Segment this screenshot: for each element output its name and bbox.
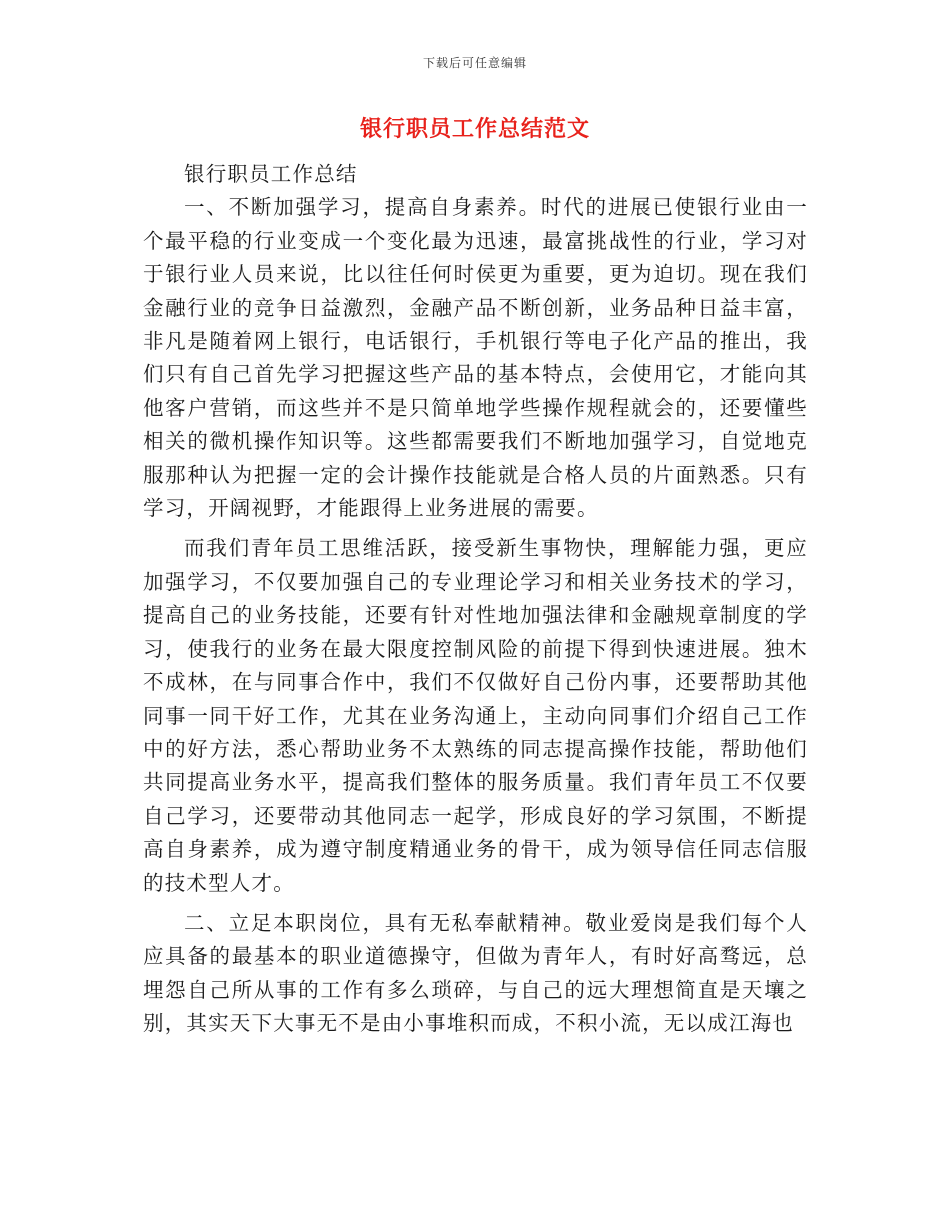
body-paragraph: 二、立足本职岗位，具有无私奉献精神。敬业爱岗是我们每个人应具备的最基本的职业道德操守，但做为青年人，有时好高骛远，总埋怨自己所从事的工作有多么琐碎，与自己的远大理想简直是天壤之别，其实天下大事无不是由小事堆积而成，不积小流，无以成江海也 <box>143 910 808 1036</box>
header-note: 下载后可任意编辑 <box>422 56 527 70</box>
body-paragraph: 一、不断加强学习，提高自身素养。时代的进展已使银行业由一个最平稳的行业变成一个变化最为迅速，最富挑战性的行业，学习对于银行业人员来说，比以往任何时侯更为重要，更为迫切。现在我们金融行业的竞争日益激烈，金融产品不断创新，业务品种日益丰富，非凡是随着网上银行，电话银行，手机银行等电子化产品的推出，我们只有自己首先学习把握这些产品的基本特点，会使用它，才能向其他客户营销，而这些并不是只简单地学些操作规程就会的，还要懂些相关的微机操作知识等。这些都需要我们不断地加强学习，自觉地克服那种认为把握一定的会计操作技能就是合格人员的片面熟悉。只有学习，开阔视野，才能跟得上业务进展的需要。 <box>143 195 808 521</box>
body-paragraph: 而我们青年员工思维活跃，接受新生事物快，理解能力强，更应加强学习，不仅要加强自己的专业理论学习和相关业务技术的学习，提高自己的业务技能，还要有针对性地加强法律和金融规章制度的学习，使我行的业务在最大限度控制风险的前提下得到快速进展。独木不成林，在与同事合作中，我们不仅做好自己份内事，还要帮助其他同事一同干好工作，尤其在业务沟通上，主动向同事们介绍自己工作中的好方法，悉心帮助业务不太熟练的同志提高操作技能，帮助他们共同提高业务水平，提高我们整体的服务质量。我们青年员工不仅要自己学习，还要带动其他同志一起学，形成良好的学习氛围，不断提高自身素养，成为遵守制度精通业务的骨干，成为领导信任同志信服的技术型人才。 <box>143 536 808 895</box>
document-title: 银行职员工作总结范文 <box>359 116 590 142</box>
body-paragraph-subtitle: 银行职员工作总结 <box>184 162 358 186</box>
document-body <box>143 158 808 1041</box>
